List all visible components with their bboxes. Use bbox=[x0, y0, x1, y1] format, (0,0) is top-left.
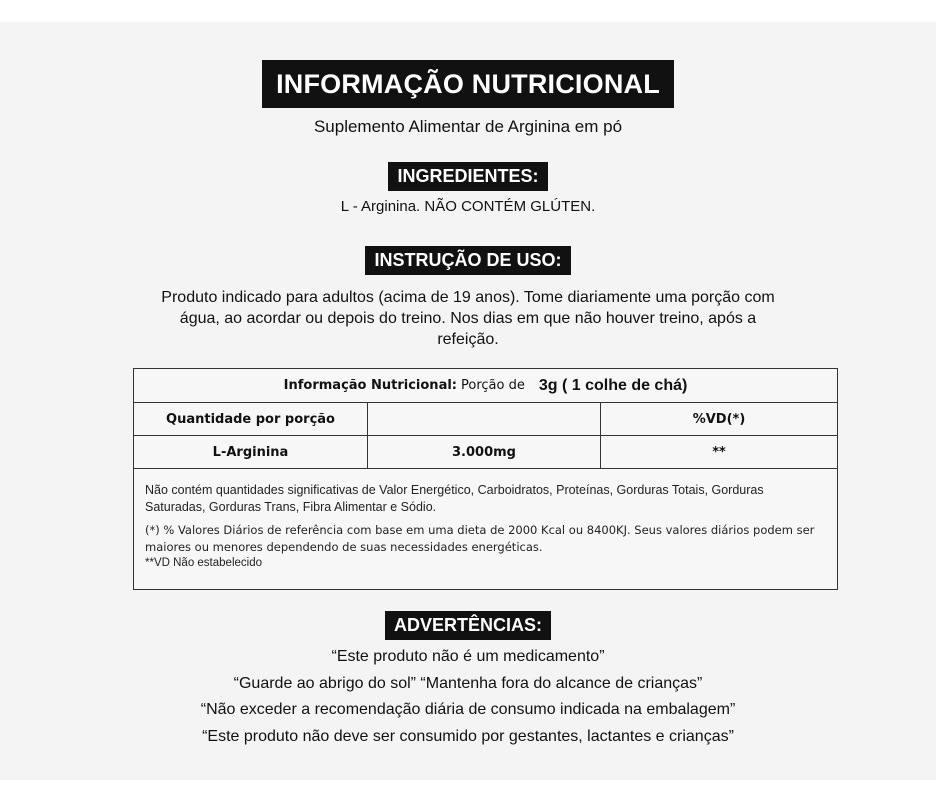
ingredients-heading-block bbox=[0, 162, 936, 191]
page-title: INFORMAÇÃO NUTRICIONAL bbox=[262, 60, 674, 108]
nutrition-table-header-row bbox=[134, 369, 837, 403]
nutrient-vd: ** bbox=[712, 444, 726, 460]
nutrition-table-header bbox=[134, 369, 837, 402]
main-title-block bbox=[0, 60, 936, 108]
product-subtitle: Suplemento Alimentar de Arginina em pó bbox=[313, 117, 623, 136]
warning-line: “Este produto não deve ser consumido por gestantes, lactantes e crianças” bbox=[202, 728, 734, 745]
warning-line: “Não exceder a recomendação diária de consumo indicada na embalagem” bbox=[200, 701, 736, 718]
nutrition-label-panel bbox=[0, 22, 936, 780]
ingredients-heading: INGREDIENTES: bbox=[388, 162, 547, 191]
portion-label: Porção de bbox=[461, 378, 525, 393]
nutrition-notes bbox=[145, 482, 825, 570]
note-daily-values: (*) % Valores Diários de referência com base em uma dieta de 2000 Kcal ou 8400KJ. Seus valores diários podem ser maiores ou menores dependendo de suas necessidades energéticas. bbox=[145, 523, 815, 554]
nutrient-name: L-Arginina bbox=[134, 436, 368, 468]
warning-line: “Guarde ao abrigo do sol” “Mantenha fora do alcance de crianças” bbox=[233, 675, 703, 692]
column-header-amount bbox=[368, 403, 601, 435]
nutrition-header-label: Informação Nutricional: bbox=[283, 378, 457, 393]
note-insignificant: Não contém quantidades significativas de Valor Energético, Carboidratos, Proteínas, Gorduras Totais, Gorduras Saturadas, Gorduras Trans, Fibra Alimentar e Sódio. bbox=[145, 483, 764, 514]
table-row bbox=[134, 436, 837, 469]
usage-text: Produto indicado para adultos (acima de 19 anos). Tome diariamente uma porção com água, ao acordar ou depois do treino. Nos dias em que não houver treino, após a refeição. bbox=[161, 289, 775, 348]
column-header-vd: %VD(*) bbox=[692, 411, 746, 427]
nutrient-amount: 3.000mg bbox=[368, 436, 601, 468]
warnings-heading-block bbox=[0, 611, 936, 640]
warning-line: “Este produto não é um medicamento” bbox=[331, 648, 605, 665]
ingredients-text: L - Arginina. NÃO CONTÉM GLÚTEN. bbox=[340, 198, 596, 215]
warnings-heading: ADVERTÊNCIAS: bbox=[385, 611, 551, 640]
usage-heading: INSTRUÇÃO DE USO: bbox=[365, 246, 570, 275]
nutrition-table-columns-row bbox=[134, 403, 837, 436]
column-header-quantity: Quantidade por porção bbox=[134, 403, 368, 435]
nutrition-table bbox=[133, 368, 838, 590]
usage-heading-block bbox=[0, 246, 936, 275]
note-vd: **VD Não estabelecido bbox=[145, 557, 262, 569]
nutrition-table-notes-row bbox=[134, 469, 837, 590]
portion-value: 3g ( 1 colhe de chá) bbox=[538, 376, 688, 394]
